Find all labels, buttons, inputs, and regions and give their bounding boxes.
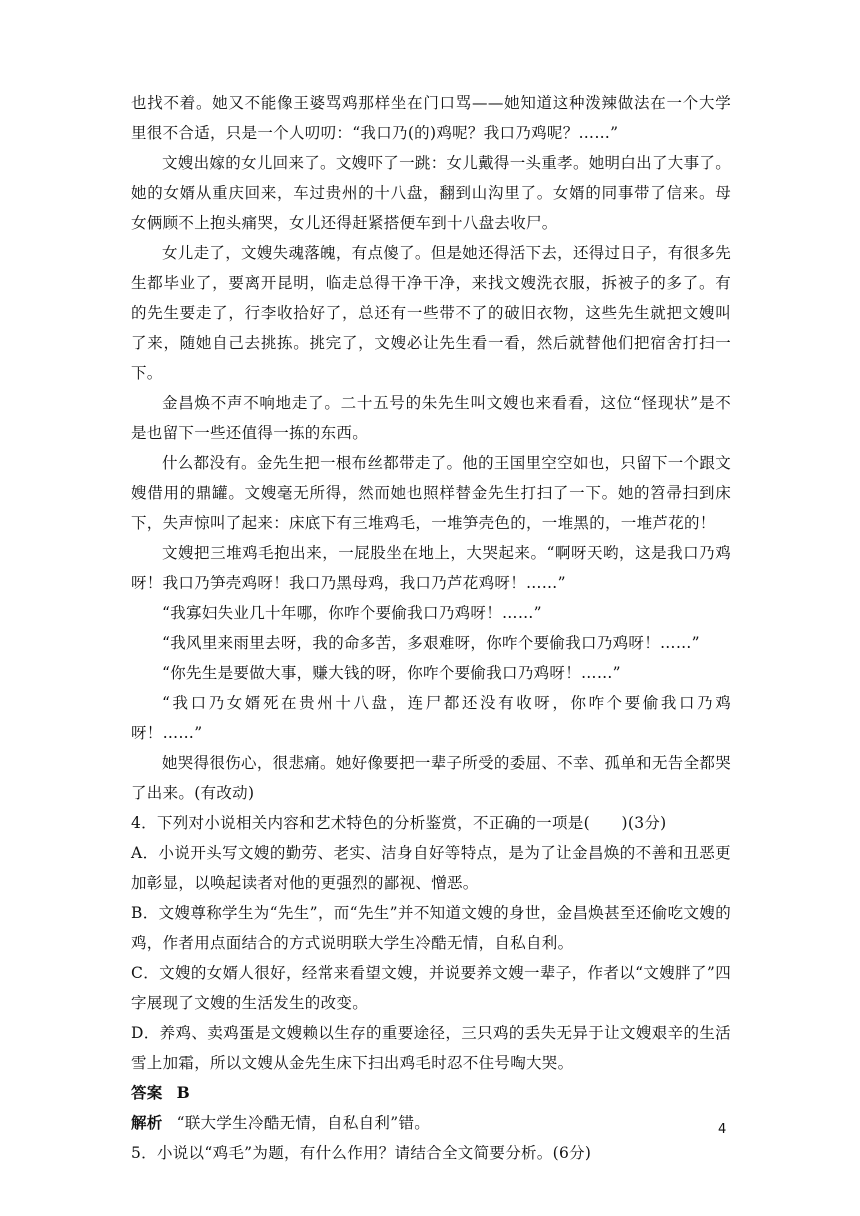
question-5-stem: 5．小说以“鸡毛”为题，有什么作用？请结合全文简要分析。(6分) xyxy=(131,1144,592,1162)
dialogue-line: “你先生是要做大事，赚大钱的呀，你咋个要偷我口乃鸡呀！……” xyxy=(162,664,621,682)
question-4-stem: 4．下列对小说相关内容和艺术特色的分析鉴赏，不正确的一项是( )(3分) xyxy=(131,814,667,832)
option-d: D．养鸡、卖鸡蛋是文嫂赖以生存的重要途径，三只鸡的丢失无异于让文嫂艰辛的生活雪上加霜，所以文嫂从金先生床下扫出鸡毛时忍不住号啕大哭。 xyxy=(131,1024,731,1072)
option-c: C．文嫂的女婿人很好，经常来看望文嫂，并说要养文嫂一辈子，作者以“文嫂胖了”四字展现了文嫂的生活发生的改变。 xyxy=(131,964,731,1012)
story-paragraph: 女儿走了，文嫂失魂落魄，有点傻了。但是她还得活下去，还得过日子，有很多先生都毕业了，要离开昆明，临走总得干净干净，来找文嫂洗衣服，拆被子的多了。有的先生要走了，行李收拾好了，总还有一些带不了的破旧衣物，这些先生就把文嫂叫了来，随她自己去挑拣。挑完了，文嫂必让先生看一看，然后就替他们把宿舍打扫一下。 xyxy=(131,244,731,382)
answer-value: B xyxy=(176,1083,191,1102)
dialogue-line: “我风里来雨里去呀，我的命多苦，多艰难呀，你咋个要偷我口乃鸡呀！……” xyxy=(162,634,700,652)
text-column xyxy=(131,88,731,1168)
story-paragraph: 她哭得很伤心，很悲痛。她好像要把一辈子所受的委屈、不幸、孤单和无告全都哭了出来。(有改动) xyxy=(131,754,731,802)
option-b: B．文嫂尊称学生为“先生”，而“先生”并不知道文嫂的身世，金昌焕甚至还偷吃文嫂的鸡，作者用点面结合的方式说明联大学生冷酷无情，自私自利。 xyxy=(131,904,731,952)
answer-label: 答案 xyxy=(131,1083,163,1102)
explanation-line xyxy=(131,1108,731,1138)
story-paragraph: 文嫂把三堆鸡毛抱出来，一屁股坐在地上，大哭起来。“啊呀天哟，这是我口乃鸡呀！我口乃笋壳鸡呀！我口乃黑母鸡，我口乃芦花鸡呀！……” xyxy=(131,544,731,592)
explanation-label: 解析 xyxy=(131,1113,163,1132)
page-number: 4 xyxy=(718,1122,727,1137)
dialogue-line: “我寡妇失业几十年哪，你咋个要偷我口乃鸡呀！……” xyxy=(162,604,542,622)
option-a: A．小说开头写文嫂的勤劳、老实、洁身自好等特点，是为了让金昌焕的不善和丑恶更加彰显，以唤起读者对他的更强烈的鄙视、憎恶。 xyxy=(131,844,731,892)
explanation-text: “联大学生冷酷无情，自私自利”错。 xyxy=(176,1114,431,1132)
story-paragraph: 文嫂出嫁的女儿回来了。文嫂吓了一跳：女儿戴得一头重孝。她明白出了大事了。她的女婿从重庆回来，车过贵州的十八盘，翻到山沟里了。女婿的同事带了信来。母女俩顾不上抱头痛哭，女儿还得赶紧搭便车到十八盘去收尸。 xyxy=(131,154,731,232)
story-paragraph: 也找不着。她又不能像王婆骂鸡那样坐在门口骂——她知道这种泼辣做法在一个大学里很不合适，只是一个人叨叨：“我口乃(的)鸡呢？我口乃鸡呢？……” xyxy=(131,94,731,142)
story-paragraph: 金昌焕不声不响地走了。二十五号的朱先生叫文嫂也来看看，这位“怪现状”是不是也留下一些还值得一拣的东西。 xyxy=(131,394,731,442)
answer-line xyxy=(131,1078,731,1108)
story-paragraph: 什么都没有。金先生把一根布丝都带走了。他的王国里空空如也，只留下一个跟文嫂借用的鼎罐。文嫂毫无所得，然而她也照样替金先生打扫了一下。她的笤帚扫到床下，失声惊叫了起来：床底下有三堆鸡毛，一堆笋壳色的，一堆黑的，一堆芦花的！ xyxy=(131,454,731,532)
dialogue-line: “我口乃女婿死在贵州十八盘，连尸都还没有收呀，你咋个要偷我口乃鸡呀！……” xyxy=(131,694,731,742)
